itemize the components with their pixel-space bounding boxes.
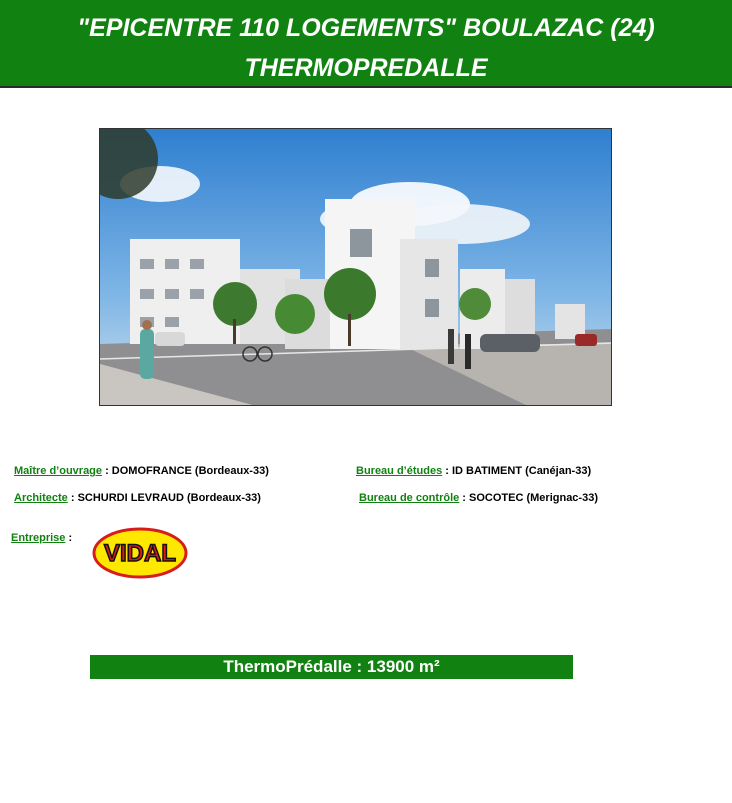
maitre-ouvrage-line [14,465,269,477]
bureau-etudes-value: : ID BATIMENT (Canéjan-33) [442,465,592,477]
architecte-value: : SCHURDI LEVRAUD (Bordeaux-33) [67,492,261,504]
maitre-ouvrage-value: : DOMOFRANCE (Bordeaux-33) [102,465,269,477]
vidal-logo [92,527,188,584]
bureau-etudes-line [356,465,591,477]
title-line-2: THERMOPREDALLE [244,54,488,82]
title-line-1: "EPICENTRE 110 LOGEMENTS" BOULAZAC (24) [77,14,655,42]
entreprise-line [11,532,72,544]
architecte-label: Architecte [14,492,68,504]
bureau-controle-label: Bureau de contrôle [359,492,460,504]
bureau-controle-value: : SOCOTEC (Merignac-33) [459,492,598,504]
project-rendering-image [99,128,612,406]
entreprise-label: Entreprise [11,532,66,544]
bureau-controle-line [359,492,598,504]
bureau-etudes-label: Bureau d’études [356,465,443,477]
vidal-logo-text: VIDAL [104,540,176,567]
header-divider [0,86,732,88]
architecte-line [14,492,261,504]
thermopredalle-surface-banner: ThermoPrédalle : 13900 m² [90,655,573,679]
title-banner [0,0,732,86]
entreprise-value: : [65,532,73,544]
maitre-ouvrage-label: Maître d’ouvrage [14,465,103,477]
